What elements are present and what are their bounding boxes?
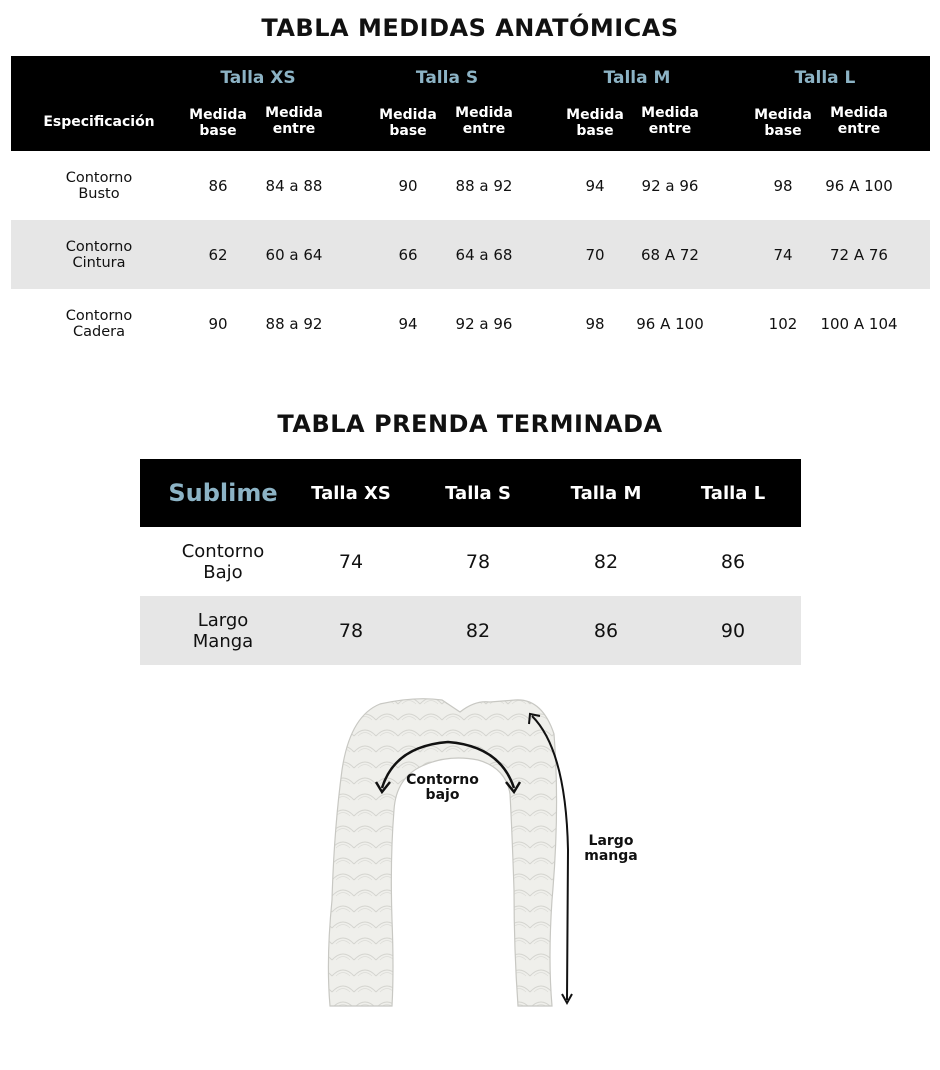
subheader-base: Medida base xyxy=(566,107,624,139)
table-cell: 86 xyxy=(720,550,746,573)
finished-garment-table xyxy=(140,459,801,665)
anatomical-measurements-table xyxy=(11,56,930,358)
shrug-garment xyxy=(328,699,556,1006)
table-cell: 88 a 92 xyxy=(455,176,513,195)
table-cell: 66 xyxy=(398,245,418,264)
table-row xyxy=(11,220,930,289)
subheader-base: Medida base xyxy=(189,107,247,139)
table-row xyxy=(11,151,930,220)
row-label: Largo Manga xyxy=(192,609,254,652)
table-cell: 78 xyxy=(465,550,491,573)
table-cell: 92 a 96 xyxy=(455,314,513,333)
row-label: Contorno Cintura xyxy=(65,238,133,271)
table-cell: 94 xyxy=(585,176,605,195)
table-cell: 82 xyxy=(593,550,619,573)
table-row xyxy=(140,527,801,596)
table-cell: 96 A 100 xyxy=(636,314,704,333)
size-header-xs: Talla XS xyxy=(311,482,391,504)
table-row xyxy=(11,289,930,358)
table-cell: 100 A 104 xyxy=(820,314,898,333)
table-cell: 70 xyxy=(585,245,605,264)
table-cell: 90 xyxy=(208,314,228,333)
table-cell: 84 a 88 xyxy=(265,176,323,195)
table-cell: 96 A 100 xyxy=(825,176,893,195)
table-cell: 82 xyxy=(465,619,491,642)
subheader-range: Medida entre xyxy=(265,105,323,137)
table-header xyxy=(140,459,801,527)
size-header-l: Talla L xyxy=(700,482,766,504)
size-header-l: Talla L xyxy=(794,68,856,88)
table-cell: 60 a 64 xyxy=(265,245,323,264)
table-cell: 94 xyxy=(398,314,418,333)
subheader-base: Medida base xyxy=(379,107,437,139)
subheader-range: Medida entre xyxy=(830,105,888,137)
size-header-s: Talla S xyxy=(445,482,511,504)
anatomical-table-title: TABLA MEDIDAS ANATÓMICAS xyxy=(261,14,679,42)
largo-manga-label: Largo manga xyxy=(584,833,638,864)
table-cell: 72 A 76 xyxy=(830,245,888,264)
row-label: Contorno Bajo xyxy=(181,540,265,583)
table-header xyxy=(11,56,930,151)
table-cell: 86 xyxy=(593,619,619,642)
subheader-range: Medida entre xyxy=(455,105,513,137)
table-row xyxy=(140,596,801,665)
size-header-m: Talla M xyxy=(603,68,671,88)
table-cell: 64 a 68 xyxy=(455,245,513,264)
size-header-s: Talla S xyxy=(415,68,479,88)
table-cell: 88 a 92 xyxy=(265,314,323,333)
subheader-base: Medida base xyxy=(754,107,812,139)
size-header-xs: Talla XS xyxy=(220,68,296,88)
table-cell: 86 xyxy=(208,176,228,195)
table-cell: 74 xyxy=(773,245,793,264)
table-cell: 102 xyxy=(768,314,798,333)
table-cell: 98 xyxy=(773,176,793,195)
brand-name: Sublime xyxy=(168,479,278,507)
table-cell: 90 xyxy=(398,176,418,195)
size-header-m: Talla M xyxy=(570,482,642,504)
finished-table-title: TABLA PRENDA TERMINADA xyxy=(277,410,663,438)
table-cell: 92 a 96 xyxy=(641,176,699,195)
table-cell: 98 xyxy=(585,314,605,333)
table-cell: 74 xyxy=(338,550,364,573)
table-cell: 68 A 72 xyxy=(641,245,699,264)
spec-column-header: Especificación xyxy=(43,114,155,130)
table-cell: 90 xyxy=(720,619,746,642)
row-label: Contorno Busto xyxy=(65,169,133,202)
table-cell: 78 xyxy=(338,619,364,642)
table-cell: 62 xyxy=(208,245,228,264)
subheader-range: Medida entre xyxy=(641,105,699,137)
row-label: Contorno Cadera xyxy=(65,307,133,340)
contorno-bajo-label: Contorno bajo xyxy=(406,772,479,803)
